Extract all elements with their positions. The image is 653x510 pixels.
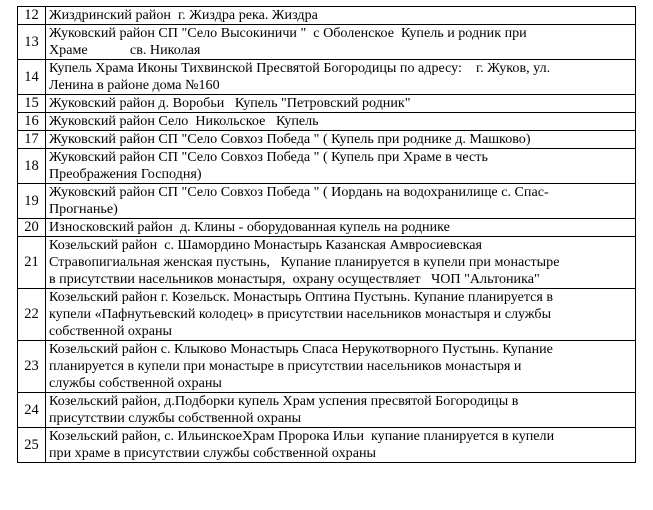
row-number: 24	[18, 393, 46, 428]
row-number: 17	[18, 131, 46, 149]
table-row	[18, 237, 636, 289]
row-description: Износковский район д. Клины - оборудованная купель на роднике	[46, 219, 636, 237]
table-row	[18, 95, 636, 113]
table-row	[18, 184, 636, 219]
font-table	[17, 6, 636, 463]
row-description: Жуковский район СП "Село Совхоз Победа " ( Купель при Храме в честь Преображения Господня)	[46, 149, 636, 184]
table-row	[18, 25, 636, 60]
row-description: Жуковский район д. Воробьи Купель "Петровский родник"	[46, 95, 636, 113]
row-number: 15	[18, 95, 46, 113]
table-row	[18, 7, 636, 25]
table-row	[18, 149, 636, 184]
row-number: 23	[18, 341, 46, 393]
row-number: 14	[18, 60, 46, 95]
table-row	[18, 113, 636, 131]
row-number: 21	[18, 237, 46, 289]
table-row	[18, 131, 636, 149]
row-number: 19	[18, 184, 46, 219]
row-description: Козельский район с. Шамордино Монастырь Казанская Амвросиевская Стравопигиальная женская пустынь, Купание планируется в купели при монастыре в присутствии насельников монастыря, охрану осуществляет ЧОП "Альтоника"	[46, 237, 636, 289]
row-number: 22	[18, 289, 46, 341]
row-number: 18	[18, 149, 46, 184]
row-number: 13	[18, 25, 46, 60]
table-row	[18, 428, 636, 463]
row-number: 12	[18, 7, 46, 25]
row-description: Жуковский район СП "Село Высокиничи " с Оболенское Купель и родник при Храме св. Николая	[46, 25, 636, 60]
table-row	[18, 60, 636, 95]
row-description: Жуковский район СП "Село Совхоз Победа " ( Иордань на водохранилище с. Спас- Прогнанье)	[46, 184, 636, 219]
row-description: Жиздринский район г. Жиздра река. Жиздра	[46, 7, 636, 25]
row-description: Козельский район, д.Подборки купель Храм успения пресвятой Богородицы в присутствии службы собственной охраны	[46, 393, 636, 428]
row-description: Козельский район с. Клыково Монастырь Спаса Нерукотворного Пустынь. Купание планируется в купели при монастыре в присутствии насельников монастыря и службы собственной охраны	[46, 341, 636, 393]
row-description: Жуковский район СП "Село Совхоз Победа " ( Купель при роднике д. Машково)	[46, 131, 636, 149]
document-page	[17, 6, 636, 463]
row-description: Купель Храма Иконы Тихвинской Пресвятой Богородицы по адресу: г. Жуков, ул. Ленина в районе дома №160	[46, 60, 636, 95]
row-number: 25	[18, 428, 46, 463]
row-description: Козельский район г. Козельск. Монастырь Оптина Пустынь. Купание планируется в купели «Пафнутьевский колодец» в присутствии насельников монастыря и службы собственной охраны	[46, 289, 636, 341]
table-row	[18, 289, 636, 341]
row-number: 20	[18, 219, 46, 237]
table-row	[18, 341, 636, 393]
table-row	[18, 219, 636, 237]
table-row	[18, 393, 636, 428]
row-description: Козельский район, с. ИльинскоеХрам Пророка Ильи купание планируется в купели при храме в присутствии службы собственной охраны	[46, 428, 636, 463]
row-description: Жуковский район Село Никольское Купель	[46, 113, 636, 131]
row-number: 16	[18, 113, 46, 131]
